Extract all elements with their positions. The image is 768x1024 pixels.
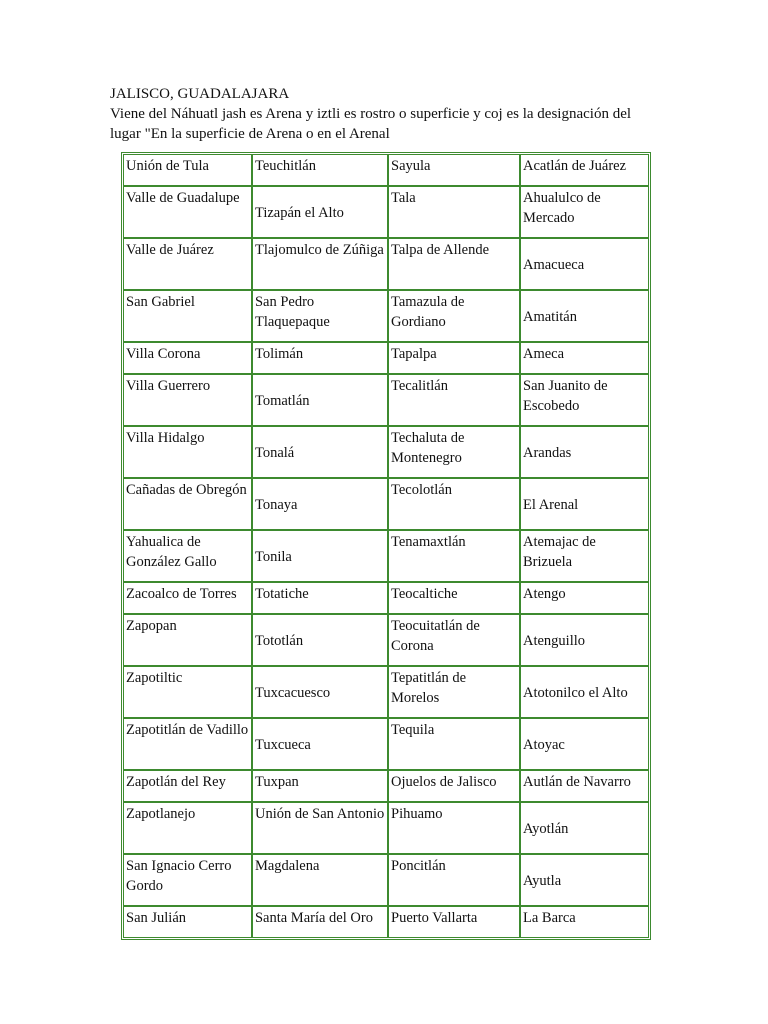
table-cell: Tomatlán — [252, 374, 388, 426]
table-cell: Tonaya — [252, 478, 388, 530]
municipalities-table-frame — [121, 152, 651, 940]
table-cell: San Gabriel — [123, 290, 252, 342]
table-cell: Villa Corona — [123, 342, 252, 374]
table-row — [123, 238, 649, 290]
table-cell: Tenamaxtlán — [388, 530, 520, 582]
table-cell: Tuxcacuesco — [252, 666, 388, 718]
table-cell: Teocaltiche — [388, 582, 520, 614]
table-row — [123, 906, 649, 938]
table-cell: Tamazula de Gordiano — [388, 290, 520, 342]
table-row — [123, 342, 649, 374]
table-row — [123, 770, 649, 802]
table-cell: Tlajomulco de Zúñiga — [252, 238, 388, 290]
table-cell: Tapalpa — [388, 342, 520, 374]
municipalities-table — [123, 154, 649, 938]
table-row — [123, 854, 649, 906]
table-cell: Tolimán — [252, 342, 388, 374]
table-cell: Unión de Tula — [123, 154, 252, 186]
table-cell: Tonalá — [252, 426, 388, 478]
table-cell: Zacoalco de Torres — [123, 582, 252, 614]
table-cell: Atemajac de Brizuela — [520, 530, 649, 582]
table-cell: Tala — [388, 186, 520, 238]
table-cell: Zapotitlán de Vadillo — [123, 718, 252, 770]
table-cell: Santa María del Oro — [252, 906, 388, 938]
table-row — [123, 530, 649, 582]
table-row — [123, 154, 649, 186]
table-cell: Magdalena — [252, 854, 388, 906]
table-cell: Tizapán el Alto — [252, 186, 388, 238]
table-cell: Totatiche — [252, 582, 388, 614]
table-cell: San Juanito de Escobedo — [520, 374, 649, 426]
table-row — [123, 374, 649, 426]
table-cell: Atengo — [520, 582, 649, 614]
table-cell: Tonila — [252, 530, 388, 582]
table-cell: Ameca — [520, 342, 649, 374]
table-cell: Villa Guerrero — [123, 374, 252, 426]
table-cell: Ayutla — [520, 854, 649, 906]
table-cell: Valle de Guadalupe — [123, 186, 252, 238]
table-cell: Unión de San Antonio — [252, 802, 388, 854]
table-cell: Tepatitlán de Morelos — [388, 666, 520, 718]
table-cell: Atotonilco el Alto — [520, 666, 649, 718]
table-cell: Techaluta de Montenegro — [388, 426, 520, 478]
table-cell: Tecolotlán — [388, 478, 520, 530]
table-row — [123, 290, 649, 342]
table-cell: Puerto Vallarta — [388, 906, 520, 938]
table-row — [123, 426, 649, 478]
table-cell: Valle de Juárez — [123, 238, 252, 290]
document-title: JALISCO, GUADALAJARA — [110, 86, 290, 102]
table-row — [123, 718, 649, 770]
table-cell: Amacueca — [520, 238, 649, 290]
table-cell: Ahualulco de Mercado — [520, 186, 649, 238]
municipalities-table-body — [123, 154, 649, 938]
table-cell: San Pedro Tlaquepaque — [252, 290, 388, 342]
table-cell: Sayula — [388, 154, 520, 186]
table-cell: Zapopan — [123, 614, 252, 666]
table-cell: Arandas — [520, 426, 649, 478]
table-cell: Tototlán — [252, 614, 388, 666]
table-cell: Cañadas de Obregón — [123, 478, 252, 530]
table-cell: Tecalitlán — [388, 374, 520, 426]
table-cell: Zapotlanejo — [123, 802, 252, 854]
table-cell: Tuxpan — [252, 770, 388, 802]
table-cell: San Ignacio Cerro Gordo — [123, 854, 252, 906]
table-cell: Acatlán de Juárez — [520, 154, 649, 186]
table-cell: El Arenal — [520, 478, 649, 530]
table-cell: Ojuelos de Jalisco — [388, 770, 520, 802]
table-cell: Ayotlán — [520, 802, 649, 854]
table-cell: Amatitán — [520, 290, 649, 342]
table-row — [123, 582, 649, 614]
table-cell: Teocuitatlán de Corona — [388, 614, 520, 666]
table-cell: Yahualica de González Gallo — [123, 530, 252, 582]
table-row — [123, 614, 649, 666]
table-cell: Talpa de Allende — [388, 238, 520, 290]
table-row — [123, 666, 649, 718]
table-row — [123, 186, 649, 238]
table-cell: Autlán de Navarro — [520, 770, 649, 802]
table-cell: Pihuamo — [388, 802, 520, 854]
table-cell: Tequila — [388, 718, 520, 770]
table-cell: Teuchitlán — [252, 154, 388, 186]
document-intro: Viene del Náhuatl jash es Arena y iztli es rostro o superficie y coj es la designación del lugar "En la superficie de Arena o en el Arenal — [110, 106, 632, 142]
document-header — [110, 84, 670, 144]
table-cell: Zapotlán del Rey — [123, 770, 252, 802]
table-cell: Atoyac — [520, 718, 649, 770]
table-cell: Poncitlán — [388, 854, 520, 906]
table-cell: La Barca — [520, 906, 649, 938]
table-cell: Zapotiltic — [123, 666, 252, 718]
table-cell: San Julián — [123, 906, 252, 938]
table-cell: Villa Hidalgo — [123, 426, 252, 478]
table-cell: Atenguillo — [520, 614, 649, 666]
table-cell: Tuxcueca — [252, 718, 388, 770]
table-row — [123, 478, 649, 530]
table-row — [123, 802, 649, 854]
